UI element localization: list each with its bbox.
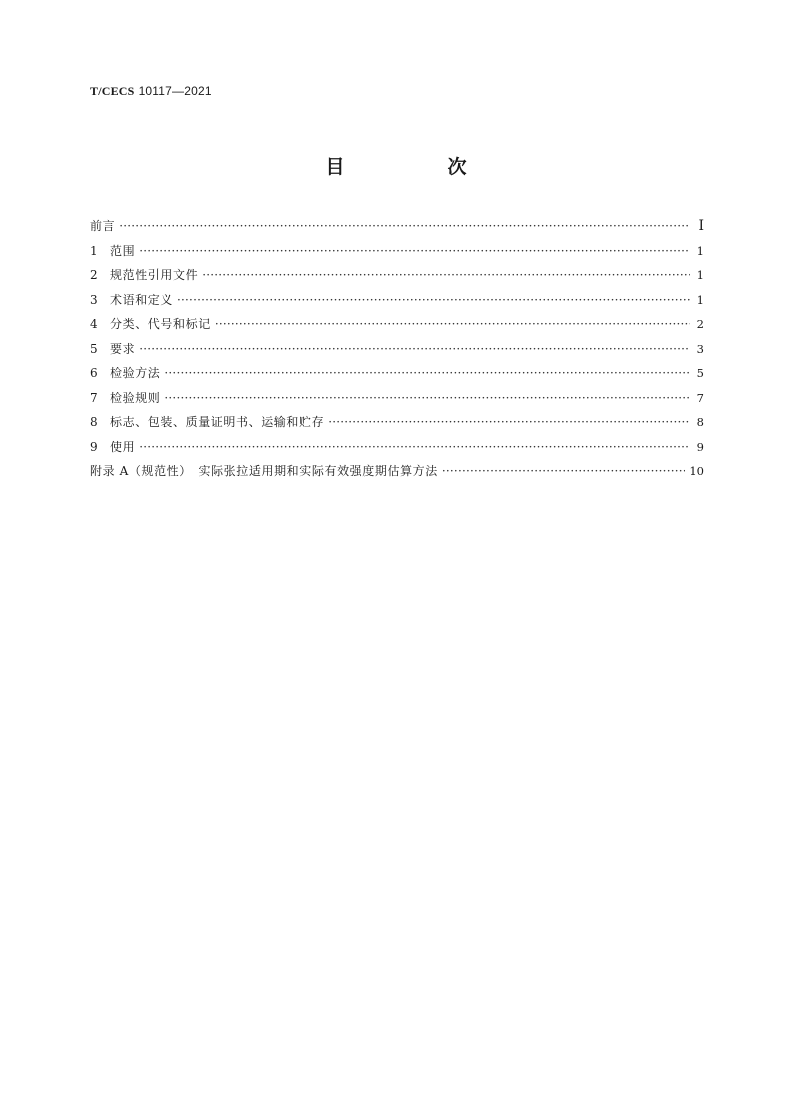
toc-leader-dots (215, 312, 690, 337)
toc-entry-title: 范围 (110, 243, 136, 258)
toc-entry-page: 1 (696, 292, 704, 307)
toc-entry-use[interactable] (90, 435, 704, 460)
toc-entry-inspection-rules[interactable] (90, 386, 704, 411)
toc-entry-number: 4 (90, 317, 98, 331)
standard-prefix: T/CECS (90, 84, 135, 98)
toc-entry-test-methods[interactable] (90, 361, 704, 386)
toc-entry-number: 3 (90, 292, 98, 307)
toc-entry-page: 10 (689, 464, 704, 478)
toc-entry-number: 6 (90, 366, 98, 380)
toc-entry-number: 2 (90, 268, 98, 282)
toc-entry-foreword[interactable] (90, 214, 704, 239)
toc-entry-number: 9 (90, 439, 98, 454)
toc-leader-dots (442, 459, 685, 484)
toc-entry-terms[interactable] (90, 288, 704, 313)
toc-entry-page: 3 (696, 341, 704, 356)
toc-entry-marking-packaging[interactable] (90, 410, 704, 435)
toc-entry-page: 5 (696, 366, 704, 380)
toc-entry-scope[interactable] (90, 239, 704, 264)
toc-entry-title: 要求 (110, 341, 136, 356)
toc-leader-dots (328, 410, 690, 435)
standard-number: 10117—2021 (138, 84, 212, 98)
toc-leader-dots (139, 435, 690, 460)
toc-entry-page: 1 (696, 243, 704, 258)
toc-leader-dots (202, 263, 690, 288)
toc-entry-title: 使用 (110, 439, 136, 454)
toc-leader-dots (119, 214, 690, 239)
toc-entry-title: 分类、代号和标记 (110, 317, 211, 331)
toc-entry-title: 检验规则 (110, 390, 161, 405)
toc-leader-dots (164, 361, 690, 386)
toc-entry-page: 2 (696, 317, 704, 331)
toc-entry-classification[interactable] (90, 312, 704, 337)
toc-entry-page: 1 (696, 268, 704, 282)
toc-entry-page: 8 (696, 415, 704, 429)
toc-entry-number: 1 (90, 243, 98, 258)
toc-entry-title: 前言 (90, 219, 116, 233)
toc-leader-dots (139, 337, 690, 362)
toc-entry-requirements[interactable] (90, 337, 704, 362)
toc-leader-dots (177, 288, 690, 313)
page-title: 目 次 (325, 156, 509, 178)
toc-entry-title: 规范性引用文件 (110, 268, 199, 282)
toc-entry-title: 附录 A（规范性） 实际张拉适用期和实际有效强度期估算方法 (90, 464, 438, 478)
toc-leader-dots (139, 239, 690, 264)
standard-code (90, 84, 212, 99)
toc-entry-title: 检验方法 (110, 366, 161, 380)
toc-entry-page: I (698, 218, 704, 234)
toc-entry-number: 5 (90, 341, 98, 356)
toc-entry-number: 8 (90, 415, 98, 429)
toc-leader-dots (164, 386, 690, 411)
toc-entry-appendix-a[interactable] (90, 459, 704, 484)
toc-entry-title: 术语和定义 (110, 292, 174, 307)
toc-entry-page: 7 (696, 390, 704, 405)
toc-entry-normative-references[interactable] (90, 263, 704, 288)
toc-entry-page: 9 (696, 439, 704, 454)
toc-entry-number: 7 (90, 390, 98, 405)
toc-entry-title: 标志、包装、质量证明书、运输和贮存 (110, 415, 325, 429)
table-of-contents (90, 214, 704, 484)
